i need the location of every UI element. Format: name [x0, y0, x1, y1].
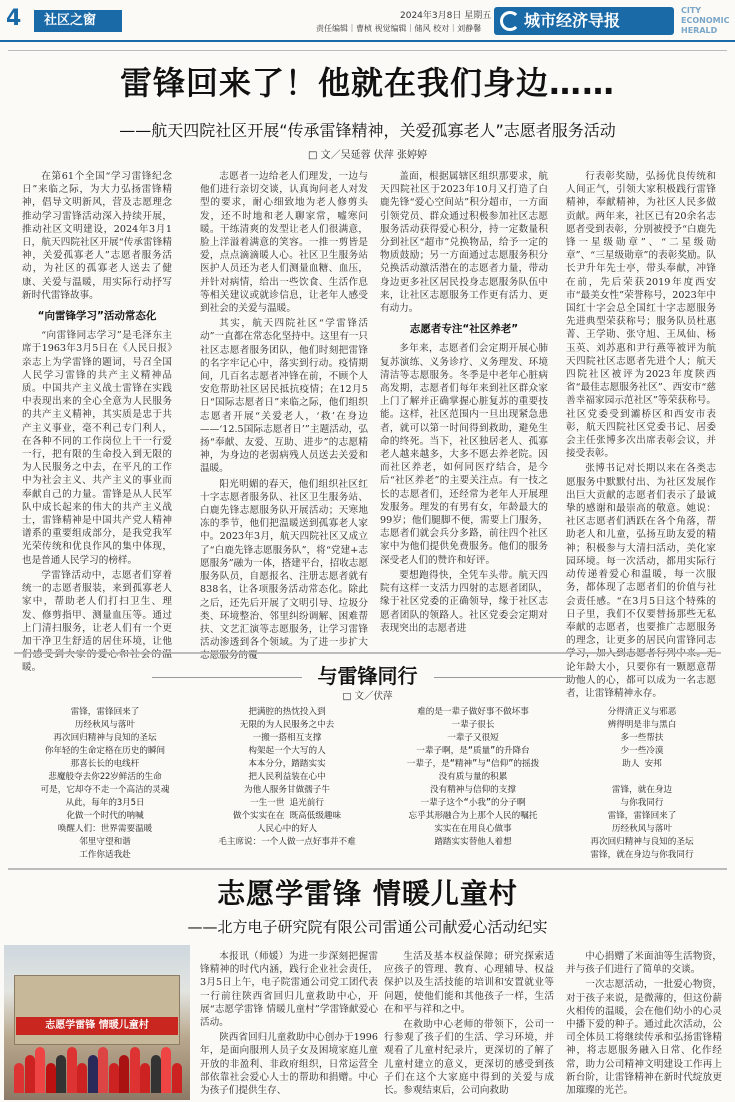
- poem-byline: □ 文／伏萍: [342, 691, 393, 702]
- person-figure: [140, 1063, 150, 1093]
- person-figure: [109, 1063, 119, 1093]
- poem-line: 少一些冷漠: [620, 746, 664, 756]
- poem-line: 与你我同行: [620, 798, 664, 808]
- paragraph: 一次志愿活动，一批爱心物资，对于孩子来说，是微薄的，但这份薪火相传的温暖，会在他们幼小的心灵中播下爱的种子。通过此次活动，公司全体员工将继续传承和弘扬雷锋精神，将志愿服务融入日常、化作经常，助力公司精神文明建设工作再上新台阶，让雷锋精神在新时代绽放更加璀璨的光芒。: [566, 979, 722, 1097]
- masthead-title: 城市经济导报: [524, 11, 621, 30]
- person-figure: [56, 1055, 66, 1093]
- person-figure: [119, 1055, 129, 1093]
- poem-line: 多一些帮扶: [620, 733, 664, 743]
- poem-title: 与雷锋同行: [14, 660, 721, 689]
- poem-line: 做个实实在在 既高低级趣味: [232, 811, 342, 821]
- person-figure: [35, 1047, 45, 1093]
- paragraph: 阳光明媚的春天，他们组织社区红十字志愿者服务队、社区卫生服务站、白鹿先锋志愿服务队开展活动；天寒地冻的季节，他们把温暖送到孤寡老人家中。2023年3月，航天四院社区又成立了“白鹿先锋志愿服务队”，将“党建+志愿服务”融为一体，搭建平台，招收志愿服务队员，自愿报名、注册志愿者就有838名，让各项服务活动常态化。除此之后，还先后开展了文明引导、垃圾分类、环境整治、邻里纠纷调解、困难帮扶、文艺汇演等志愿服务，让学习雷锋活动渗透到各个领域。为了进一步扩大志愿服务的覆: [200, 478, 368, 662]
- poem-line: 悲魔般夺去你22岁鲜活的生命: [48, 772, 162, 782]
- poem-line: 为他人服务甘做孺子牛: [244, 785, 330, 795]
- person-figure: [88, 1055, 98, 1093]
- paragraph: 陕西省回归儿童救助中心创办于1996年，是面向服刑人员子女及困境家庭儿童开放的非盈利、非政府组织，日常运营全部依靠社会爱心人士的帮助和捐赠。中心为孩子们提供生存、: [200, 1032, 378, 1097]
- poem-line: 本本分分，踏踏实实: [248, 759, 326, 769]
- header-rule: [0, 40, 735, 42]
- newspaper-logo-icon: [500, 11, 520, 31]
- divider: [8, 50, 727, 51]
- person-figure: [172, 1063, 182, 1093]
- poem-line: 雷锋，就在身边与你我同行: [590, 850, 694, 860]
- group-of-people-image: [10, 1041, 184, 1093]
- article-headline: 雷锋回来了！他就在我们身边……: [119, 64, 615, 102]
- poem-line: 唤醒人们：世界需要温暖: [57, 824, 153, 834]
- paragraph: “向雷锋同志学习”是毛泽东主席于1963年3月5日在《人民日报》亲志上为学雷锋的题词，号召全国人民学习雷锋的共产主义精神品质。中国共产主义战士雷锋在实践中表现出来的全心全意为人民服务的共产主义精神，其实质是忠于共产主义事业，毫不利己专门利人，在各种不同的工作岗位上干一行爱一行，把有限的生命投入到无限的为人民服务之中去，在平凡的工作中为社会主义、共产主义的事业而奉献自己的力量。雷锋是从人民军队中成长起来的伟大的共产主义战士，雷锋精神是中国共产党人精神谱系的重要组成部分，是我党我军光荣传统和优良作风的集中体现，也是普通人民学习的榜样。: [22, 330, 172, 566]
- poem-line: 辨得明是非与黑白: [607, 720, 677, 730]
- article2-column-1: [200, 950, 378, 1100]
- poem-column-2: [192, 706, 382, 849]
- poem-line: 没有精神与信仰的支撑: [430, 785, 516, 795]
- poem-column-3: [388, 706, 558, 849]
- paragraph: 多年来，志愿者们会定期开展心肺复苏演练、义务诊疗、义务理发、环境清洁等志愿服务。冬季是中老年心脏病高发期，志愿者们每年来到社区群众家上门了解并正确掌握心脏复苏的重要技能。这样，社区范围内一旦出现紧急患者，就可以第一时间得到救助，避免生命的终死。当下，社区独居老人、孤寡老人越来越多，大多不愿去养老院。因而社区养老，如何同医疗结合，是今后“社区养老”的主要关注点。有一技之长的志愿者们，还经常为老年人开展理发服务。理发的有男有女，年龄最大的99岁；他们腿脚不便，需要上门服务，志愿者们就会兵分多路，前往四个社区家中为他们提供免费服务。他们的服务深受老人们的赞许和好评。: [380, 343, 548, 566]
- masthead: [494, 7, 674, 35]
- section-heading: 志愿者专注“社区养老”: [409, 323, 519, 336]
- paragraph: 在第61个全国“学习雷锋纪念日”来临之际，为大力弘扬雷锋精神，倡导文明新风，营及志愿理念推动学习雷锋活动深入持续开展，推动社区文明建设，2024年3月1日，航天四院社区开展“传承雷锋精神，关爱孤寡老人”志愿者服务活动，为社区的孤寡老人送去了健康、关爱与温暖，用实际行动抒写新时代雷锋故事。: [22, 171, 172, 301]
- poem-line: 从此，每年的3月5日: [65, 798, 145, 808]
- poem-line: 忘乎其形融合为上那个人民的嘱托: [408, 811, 538, 821]
- paragraph: 张博书记对长期以来在各类志愿服务中默默付出、为社区发展作出巨大贡献的志愿者们表示了最诚挚的感谢和最崇高的敬意。她说：社区志愿者们洒跃在各个角落，帮助老人和儿童，弘扬互助友爱的精神；积极参与大清扫活动，美化家园环境。每一次活动，都用实际行动传递着爱心和温暖，每一次服务，都体现了志愿者们的价值与社会责任感。“在3月5日这个特殊的日子里，我们不仅要替扬那些无私奉献的志愿者，也要推广志愿服务的理念，让更多的居民向雷锋同志学习，加入到志愿者行列中来。无论年龄大小，只要你有一颗愿意帮助他人的心，都可以成为一名志愿者，让雷锋精神永存。: [566, 463, 716, 699]
- poem-line: 一辈子，是“精神”与“信仰”的摇拨: [406, 759, 540, 769]
- poem-line: [562, 771, 722, 784]
- poem-line: 实实在在用良心做事: [434, 824, 512, 834]
- poem-line: 构架起一个大写的人: [248, 746, 326, 756]
- poem-line: 助人 安邦: [622, 759, 662, 769]
- person-figure: [151, 1055, 161, 1093]
- poem-line: 历经秋风与落叶: [74, 720, 136, 730]
- poem-line: 无限的为人民服务之中去: [239, 720, 335, 730]
- person-figure: [67, 1047, 77, 1093]
- article-column-1: [22, 170, 172, 674]
- poem-line: 人民心中的好人: [256, 824, 318, 834]
- section-tag: 社区之窗: [34, 10, 122, 32]
- poem-line: 邻里守望和谐: [79, 837, 131, 847]
- article2-column-2: [384, 950, 554, 1100]
- poem-line: 化做一个时代的呐喊: [66, 811, 144, 821]
- person-figure: [25, 1055, 35, 1093]
- masthead-english: CITY ECONOMIC HERALD: [681, 6, 730, 35]
- poem-line: 把满腔的热忱投入到: [248, 707, 326, 717]
- poem-line: 难的是一辈子做好事不做坏事: [417, 707, 529, 717]
- paragraph: 要想跑得快，全凭车头带。航天四院有这样一支活力四射的志愿者团队，缘于社区党委的正确领导，缘于社区志愿者团队的领路人。社区党委会定期对表现突出的志愿者进: [380, 569, 548, 634]
- poem-line: 历经秋风与落叶: [611, 824, 673, 834]
- poem-line: 雷锋，雷锋回来了: [607, 811, 677, 821]
- article-column-2: [200, 170, 368, 662]
- person-figure: [77, 1063, 87, 1093]
- poem-section: [14, 652, 721, 870]
- article-column-4: [566, 170, 716, 699]
- poem-line: 你年轻的生命定格在历史的瞬间: [44, 746, 166, 756]
- paragraph: 在救助中心老师的带领下，公司一行参观了孩子们的生活、学习环境，并观看了儿童村纪录片，更深切的了解了儿童村建立的意义，更深切的感受到孩子们在这个大家庭中得到的关爱与成长。参观结束后，公司向救助: [384, 1019, 554, 1097]
- poem-line: 再次回归精神与良知的圣坛: [590, 837, 694, 847]
- person-figure: [130, 1047, 140, 1093]
- paragraph: 生活及基本权益保障；研究探索适应孩子的管理、教育、心理辅导、权益保护以及生活技能的培训和安置就业等问题，使他们能和其他孩子一样，生活在和平与祥和之中。: [384, 951, 554, 1015]
- poem-line: 雷锋，就在身边: [611, 785, 673, 795]
- article-headline: 志愿学雷锋 情暖儿童村: [217, 877, 518, 910]
- person-figure: [14, 1063, 24, 1093]
- paragraph: 中心捐赠了米面油等生活物资，并与孩子们进行了简单的交谈。: [566, 951, 722, 976]
- poem-line: 一搬一搭相互支撑: [252, 733, 322, 743]
- poem-line: 一辈子又很短: [447, 733, 499, 743]
- poem-column-4: [562, 706, 722, 862]
- poem-line: 雷锋，雷锋回来了: [70, 707, 140, 717]
- poem-line: 踏踏实实替他人着想: [434, 837, 512, 847]
- person-figure: [46, 1063, 56, 1093]
- poem-column-1: [20, 706, 190, 862]
- article2-column-3: [566, 950, 722, 1100]
- poem-line: 再次回归精神与良知的圣坛: [53, 733, 157, 743]
- page-header: [0, 0, 735, 42]
- page-number: 4: [6, 6, 22, 31]
- paragraph: 其实，航天四院社区“学雷锋活动”一直都在常态化坚持中。这里有一只社区志愿者服务团队，他们时刻把雷锋的名字牢记心中，落实到行动。疫情期间，几百名志愿者冲锋在前，不顾个人安危帮助社区居民抵抗疫情；在12月5日“国际志愿者日”来临之际，他们组织志愿者开展“关爱老人，‘救’在身边——‘12.5国际志愿者日’”主题活动，弘扬“奉献、友爱、互助、进步”的志愿精神，为身边的老弱病残人员送去关爱和温暖。: [200, 318, 368, 475]
- person-figure: [161, 1047, 171, 1093]
- article-subheadline: ——航天四院社区开展“传承雷锋精神，关爱孤寡老人”志愿者服务活动: [119, 121, 616, 140]
- poem-line: 工作你适我赴: [79, 850, 131, 860]
- event-photo: [4, 945, 190, 1100]
- poem-line: 一辈子很长: [451, 720, 495, 730]
- paragraph: 盖面，根据属辖区组织那要求，航天四院社区于2023年10月又打造了白鹿先锋“爱心空间站”积分超市，一方面引领党员、群众通过积极参加社区志愿服务活动获得爱心积分，持一定数量积分到社区“超市”兑换物品，给予一定的物质鼓励；另一方面通过志愿服务积分兑换活动激活潜在的志愿者力量，带动身边更多社区居民投身志愿服务队伍中来，让社区志愿服务工作更有活力、更有动力。: [380, 171, 548, 315]
- poem-line: 分得清正义与邪恶: [607, 707, 677, 717]
- article-subheadline: ——北方电子研究院有限公司雷通公司献爱心活动纪实: [187, 918, 548, 936]
- poem-line: 把人民利益装在心中: [248, 772, 326, 782]
- article-byline: □ 文／吴延蓉 伏萍 张婷婷: [308, 150, 427, 161]
- paragraph: 学雷锋活动中，志愿者们穿着统一的志愿者服装，来到孤寡老人家中，帮助老人们打扫卫生、理发、修剪指甲、测量血压等。通过上门清扫服务，让老人们有一个更加干净卫生舒适的居住环境，让他们感受到大家的爱心和社会的温暖。: [22, 569, 172, 674]
- poem-line: 可是，它却夺不走一个高洁的灵魂: [40, 785, 170, 795]
- poem-line: 那喜长长的电线杆: [70, 759, 140, 769]
- poem-line: 没有质与量的积累: [438, 772, 508, 782]
- paragraph: 行表彰奖励，弘扬优良传统和人间正气，引领大家积极践行雷锋精神，奉献精神，为社区人民多做贡献。两年来，社区已有20余名志愿者受到表彰，分别被授予“白鹿先锋一星级勋章”、“二星级勋章”、“三星级勋章”的表彰奖励。队长尹升年先士亭，带头奉献，冲锋在前，先后荣获2019年度西安市“最美女性”荣誉称号，2023年中国红十字会总全国红十字志愿服务先进典型荣获称号；服务队员杜惠菁、王学勋、张守旭、王凤仙、杨玉英、刘苏惠和尹行燕等被评为航天四院社区志愿者先进个人；航天四院社区被评为2023年度陕西省“最佳志愿服务社区”、西安市“慈善幸福家园示范社区”等荣获称号。社区党委受到灞桥区和西安市表彰，航天四院社区党委书记、居委会主任张博多次出席表彰会议，并接受表彰。: [566, 171, 716, 460]
- paragraph: 志愿者一边给老人们理发，一边与他们进行亲切交谈，认真询问老人对发型的要求，耐心细致地为老人修剪头发，还不时地和老人聊家常，嘘寒问暖。干练清爽的发型让老人们很满意，脸上洋溢着满意的笑容。一推一剪皆是爱，点点滴滴暖人心。社区卫生服务站医护人员还为老人们测量血糖、血压，并针对病情，给出一些饮食、生活作息等相关建议或就诊信息，让老年人感受到社会的关爱与温暖。: [200, 171, 368, 315]
- poem-line: 一生一世 追光前行: [250, 798, 324, 808]
- poem-line: 一辈子这个“小我”的分子啊: [420, 798, 526, 808]
- photo-banner: 志愿学雷锋 情暖儿童村: [16, 1017, 178, 1035]
- poem-line: 毛主席说：一个人做一点好事并不难: [218, 837, 356, 847]
- article-column-3: [380, 170, 548, 646]
- poem-line: 一辈子啊，是“质量”的升降台: [416, 746, 530, 756]
- section-heading: “向雷锋学习”活动常态化: [37, 310, 157, 323]
- editor-credits: 责任编辑｜曹桢 视觉编辑｜储风 校对｜刘静馨: [316, 24, 482, 33]
- person-figure: [98, 1047, 108, 1093]
- issue-date: 2024年3月8日 星期五: [400, 11, 492, 21]
- divider: [8, 868, 727, 870]
- paragraph: 本报讯（师媛）为进一步深刻把握雷锋精神的时代内涵，践行企业社会责任，3月5日上午，电子院雷通公司党工团代表一行前往陕西省回归儿童救助中心，开展“志愿学雷锋 情暖儿童村”学雷锋献爱心活动。: [200, 951, 378, 1029]
